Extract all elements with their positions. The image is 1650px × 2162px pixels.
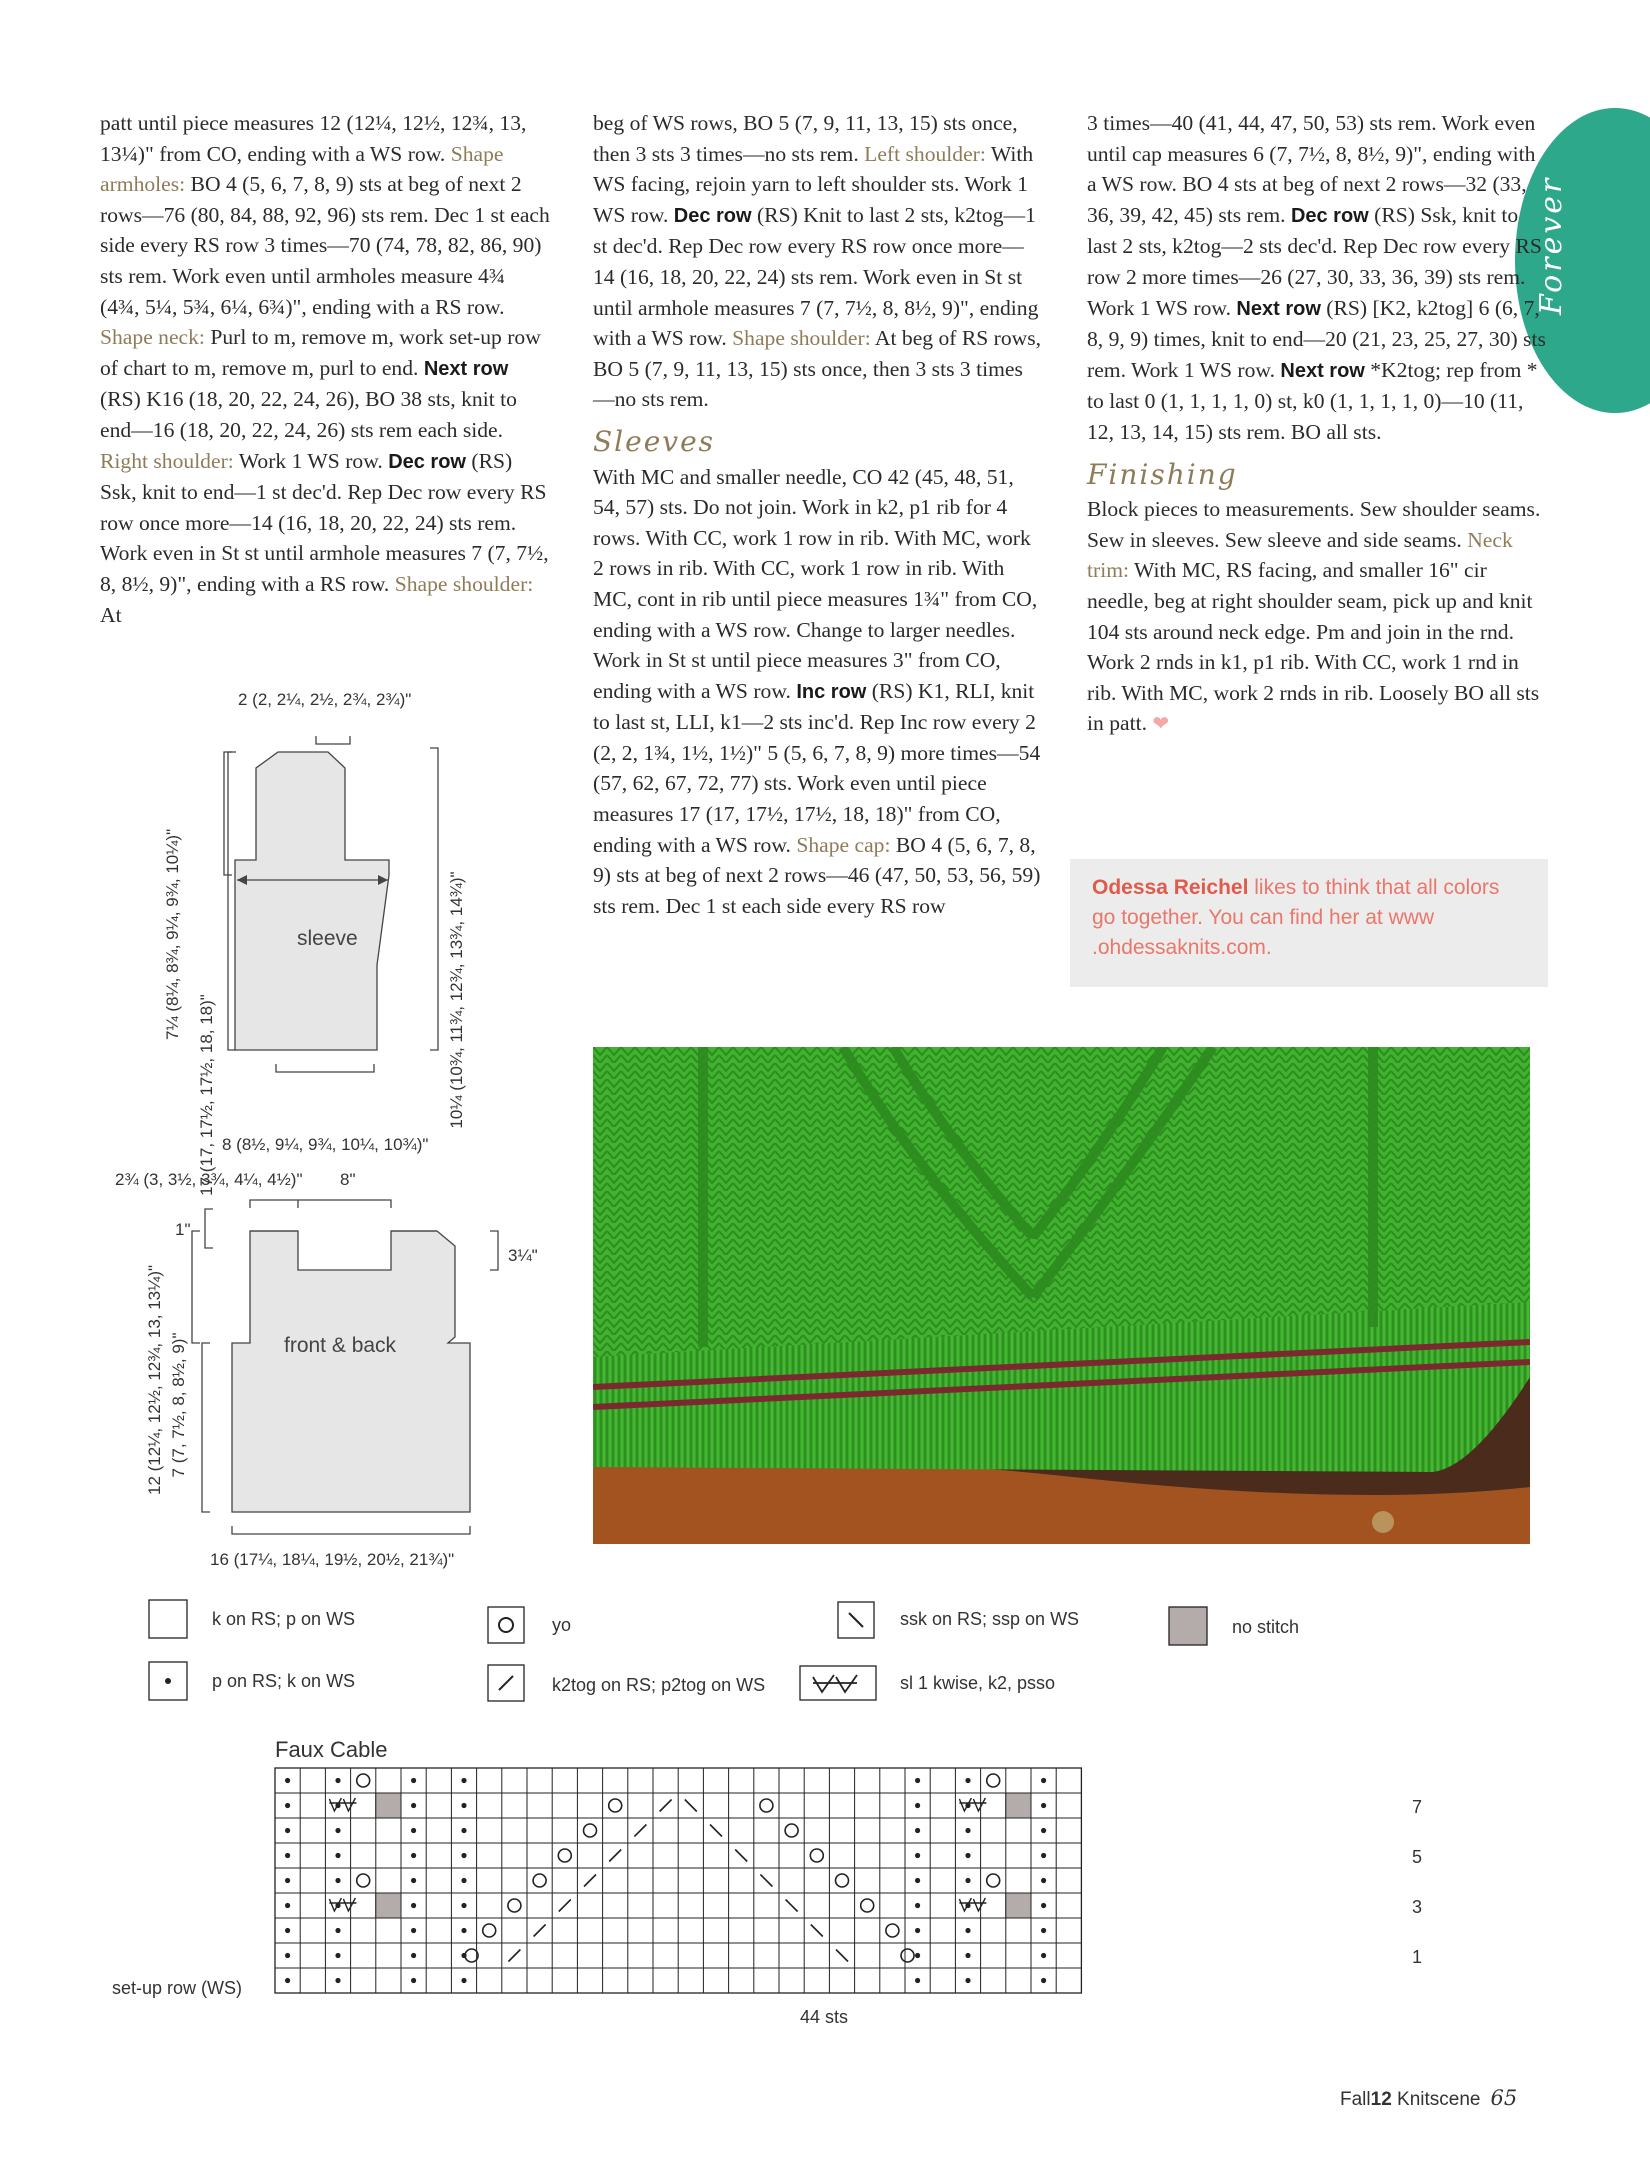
legend-purl-label: p on RS; k on WS xyxy=(212,1671,356,1691)
sleeve-cuff-bracket xyxy=(276,1064,374,1072)
row-number: 3 xyxy=(1412,1897,1423,1917)
front-back-shape xyxy=(232,1231,470,1512)
dim-body-shoulder: 2¾ (3, 3½, 3¾, 4¼, 4½)" xyxy=(115,1170,303,1189)
purl-dot-icon xyxy=(965,1778,970,1783)
paragraph: patt until piece measures 12 (12¼, 12½, 12¾, 13, 13¼)" from CO, ending with a WS row. Shape armholes: BO 4 (5, 6, 7, 8, 9) sts at beg of next 2 rows—76 (80, 84, 88, 92, 96) sts rem. Dec 1 st each side every RS row 3 times—70 (74, 78, 82, 86, 90) sts rem. Work even until armholes measure 4¾ (4¾, 5¼, 5¾, 6¼, 6¾)", ending with a RS row. Shape neck: Purl to m, remove m, work set-up row of chart to m, remove m, purl to end. Next row (RS) K16 (18, 20, 22, 24, 26), BO 38 sts, knit to end—16 (18, 20, 22, 24, 26) sts rem each side. Right shoulder: Work 1 WS row. Dec row (RS) Ssk, knit to end—1 st dec'd. Rep Dec row every RS row once more—14 (16, 18, 20, 22, 24) sts rem. Work even in St st until armhole measures 7 (7, 7½, 8, 8½, 9)", ending with a RS row. Shape shoulder: At xyxy=(100,111,550,627)
paragraph: 3 times—40 (41, 44, 47, 50, 53) sts rem. Work even until cap measures 6 (7, 7½, 8, 8½, 9)", ending with a WS row. BO 4 sts at beg of next 2 rows—32 (33, 36, 39, 42, 45) sts rem. Dec row (RS) Ssk, knit to last 2 sts, k2tog—2 sts dec'd. Rep Dec row every RS row 2 more times—26 (27, 30, 33, 36, 39) sts rem. Work 1 WS row. Next row (RS) [K2, k2tog] 6 (6, 7, 8, 9, 9) times, knit to end—20 (21, 23, 25, 27, 30) sts rem. Work 1 WS row. Next row *K2tog; rep from * to last 0 (1, 1, 1, 1, 0) st, k0 (1, 1, 1, 1, 0)—10 (11, 12, 13, 14, 15) sts rem. BO all sts. xyxy=(1087,111,1546,444)
row-label: Next row xyxy=(1280,359,1365,382)
purl-dot-icon xyxy=(335,1928,340,1933)
purl-dot-icon xyxy=(965,1953,970,1958)
dim-neck-depth: 1" xyxy=(175,1220,191,1239)
chart-title: Faux Cable xyxy=(275,1737,388,1762)
subheading: Shape neck: xyxy=(100,325,205,350)
text-column-2 xyxy=(593,108,1043,921)
legend-k2tog-label: k2tog on RS; p2tog on WS xyxy=(552,1675,766,1695)
designer-bio-box xyxy=(1070,859,1548,987)
purl-dot-icon xyxy=(285,1978,290,1983)
dim-body-neck: 8" xyxy=(340,1170,356,1189)
row-label: Dec row xyxy=(1290,204,1369,227)
legend-yo-label: yo xyxy=(552,1615,572,1635)
dim-body-length: 12 (12¼, 12½, 12¾, 13, 13¼)" xyxy=(145,1264,164,1496)
dim-sleeve-width: 10¼ (10¾, 11¾, 12¾, 13¾, 14¾)" xyxy=(447,871,466,1129)
paragraph: beg of WS rows, BO 5 (7, 9, 11, 13, 15) sts once, then 3 sts 3 times—no sts rem. Left shoulder: With WS facing, rejoin yarn to left shoulder sts. Work 1 WS row. Dec row (RS) Knit to last 2 sts, k2tog—1 st dec'd. Rep Dec row every RS row once more—14 (16, 18, 20, 22, 24) sts rem. Work even in St st until armhole measures 7 (7, 7½, 8, 8½, 9)", ending with a WS row. Shape shoulder: At beg of RS rows, BO 5 (7, 9, 11, 13, 15) sts once, then 3 sts 3 times—no sts rem. xyxy=(593,111,1042,412)
purl-dot-icon xyxy=(461,1878,466,1883)
purl-dot-icon xyxy=(411,1878,416,1883)
designer-name: Odessa Reichel xyxy=(1092,876,1249,899)
paragraph: With MC and smaller needle, CO 42 (45, 48, 51, 54, 57) sts. Do not join. Work in k2, p1 rib for 4 rows. With CC, work 1 row in rib. With MC, work 2 rows in rib. With CC, work 1 row in rib. With MC, cont in rib until piece measures 1¾" from CO, ending with a WS row. Change to larger needles. Work in St st until piece measures 3" from CO, ending with a WS row. Inc row (RS) K1, RLI, knit to last st, LLI, k1—2 sts inc'd. Rep Inc row every 2 (2, 2, 1¾, 1½, 1½)" 5 (5, 6, 7, 8, 9) more times—54 (57, 62, 67, 72, 77) sts. Work even until piece measures 17 (17, 17½, 17½, 18, 18)" from CO, ending with a WS row. Shape cap: BO 4 (5, 6, 7, 8, 9) sts at beg of next 2 rows—46 (47, 50, 53, 56, 59) sts rem. Dec 1 st each side every RS row xyxy=(593,464,1041,918)
purl-dot-icon xyxy=(1041,1953,1046,1958)
body-width-bracket xyxy=(232,1526,470,1534)
dim-sleeve-length: 17 (17, 17½, 17½, 18, 18)" xyxy=(197,994,216,1196)
footer-magazine: Knitscene xyxy=(1391,2089,1481,2110)
page-number: 65 xyxy=(1490,2086,1518,2110)
subheading: Shape shoulder: xyxy=(732,326,871,351)
no-stitch-cell xyxy=(1006,1793,1031,1818)
purl-dot-icon xyxy=(461,1928,466,1933)
footer-year: 12 xyxy=(1370,2089,1392,2110)
heart-icon: ❤ xyxy=(1152,711,1170,736)
purl-dot-icon xyxy=(1041,1903,1046,1908)
purl-dot-icon xyxy=(411,1928,416,1933)
designer-bio: Odessa Reichel likes to think that all colors go together. You can find her at www .ohdessaknits.com. xyxy=(1092,876,1500,959)
row-number: 1 xyxy=(1412,1947,1423,1967)
purl-dot-icon xyxy=(411,1853,416,1858)
sleeve-top-bracket xyxy=(316,736,350,744)
purl-dot-icon xyxy=(915,1778,920,1783)
purl-dot-icon xyxy=(335,1778,340,1783)
neck-drop-bracket xyxy=(490,1231,498,1270)
purl-dot-icon xyxy=(411,1803,416,1808)
purl-dot-icon xyxy=(335,1953,340,1958)
footer-issue: Fall xyxy=(1340,2089,1371,2110)
legend-nostitch-swatch xyxy=(1169,1607,1207,1645)
purl-dot-icon xyxy=(1041,1878,1046,1883)
sleeve-width-bracket xyxy=(430,748,438,1050)
purl-dot-icon xyxy=(285,1853,290,1858)
row-number: 5 xyxy=(1412,1847,1423,1867)
schematic-diagrams xyxy=(0,660,560,1580)
dim-sleeve-top: 2 (2, 2¼, 2½, 2¾, 2¾)" xyxy=(238,690,412,709)
purl-dot-icon xyxy=(915,1978,920,1983)
purl-dot-icon xyxy=(915,1953,920,1958)
setup-row-label: set-up row (WS) xyxy=(112,1978,243,1998)
shoulder-neck-bracket xyxy=(250,1200,391,1208)
purl-dot-icon xyxy=(461,1828,466,1833)
no-stitch-cell xyxy=(376,1893,401,1918)
purl-dot-icon xyxy=(165,1678,171,1684)
front-back-label: front & back xyxy=(284,1334,397,1357)
purl-dot-icon xyxy=(915,1853,920,1858)
legend-ssk-label: ssk on RS; ssp on WS xyxy=(900,1609,1080,1629)
purl-dot-icon xyxy=(461,1778,466,1783)
armhole-bracket xyxy=(192,1231,200,1343)
purl-dot-icon xyxy=(411,1778,416,1783)
dim-sleeve-cuff: 8 (8½, 9¼, 9¾, 10¼, 10¾)" xyxy=(222,1135,429,1154)
no-stitch-cell xyxy=(376,1793,401,1818)
purl-dot-icon xyxy=(285,1953,290,1958)
subheading: Right shoulder: xyxy=(100,448,234,473)
legend-sl1-label: sl 1 kwise, k2, psso xyxy=(900,1673,1056,1693)
purl-dot-icon xyxy=(915,1878,920,1883)
purl-dot-icon xyxy=(965,1978,970,1983)
faux-cable-grid xyxy=(275,1768,1081,1993)
bag-rivet xyxy=(1372,1511,1394,1533)
subheading: Shape shoulder: xyxy=(394,571,534,596)
sleeve-shape xyxy=(235,752,389,1050)
purl-dot-icon xyxy=(285,1778,290,1783)
legend-yo-swatch xyxy=(488,1607,524,1643)
purl-dot-icon xyxy=(965,1878,970,1883)
purl-dot-icon xyxy=(965,1828,970,1833)
text-column-3 xyxy=(1087,108,1547,739)
stitch-count-label: 44 sts xyxy=(800,2007,849,2027)
section-heading-finishing: Finishing xyxy=(1087,457,1238,491)
purl-dot-icon xyxy=(461,1803,466,1808)
body-length-bracket xyxy=(202,1343,210,1512)
purl-dot-icon xyxy=(915,1828,920,1833)
purl-dot-icon xyxy=(1041,1928,1046,1933)
purl-dot-icon xyxy=(1041,1803,1046,1808)
purl-dot-icon xyxy=(335,1853,340,1858)
row-number: 7 xyxy=(1412,1797,1423,1817)
legend-nostitch-label: no stitch xyxy=(1232,1617,1300,1637)
purl-dot-icon xyxy=(1041,1828,1046,1833)
purl-dot-icon xyxy=(965,1853,970,1858)
purl-dot-icon xyxy=(335,1978,340,1983)
purl-dot-icon xyxy=(411,1828,416,1833)
purl-dot-icon xyxy=(285,1828,290,1833)
legend-knit-label: k on RS; p on WS xyxy=(212,1609,356,1629)
purl-dot-icon xyxy=(1041,1978,1046,1983)
row-label: Next row xyxy=(1236,297,1321,320)
purl-dot-icon xyxy=(965,1928,970,1933)
subheading: Neck trim: xyxy=(1087,527,1513,583)
purl-dot-icon xyxy=(461,1903,466,1908)
dim-neck-drop: 3¼" xyxy=(508,1246,538,1265)
subheading: Shape cap: xyxy=(796,832,891,857)
purl-dot-icon xyxy=(285,1903,290,1908)
section-tab-label: Forever xyxy=(1534,175,1569,315)
purl-dot-icon xyxy=(285,1803,290,1808)
purl-dot-icon xyxy=(411,1903,416,1908)
sleeve-label: sleeve xyxy=(297,927,358,950)
purl-dot-icon xyxy=(461,1853,466,1858)
paragraph: Block pieces to measurements. Sew shoulder seams. Sew in sleeves. Sew sleeve and side seams. Neck trim: With MC, RS facing, and smaller 16" cir needle, beg at right shoulder seam, pick up and knit 104 sts around neck edge. Pm and join in the rnd. Work 2 rnds in k1, p1 rib. With CC, work 1 rnd in rib. With MC, work 2 rnds in rib. Loosely BO all sts in patt. ❤ xyxy=(1087,497,1541,736)
stitch-chart-area xyxy=(0,1580,1450,2040)
purl-dot-icon xyxy=(411,1953,416,1958)
purl-dot-icon xyxy=(335,1878,340,1883)
purl-dot-icon xyxy=(285,1928,290,1933)
page-footer xyxy=(1340,2086,1517,2111)
neck-depth-bracket xyxy=(205,1209,213,1248)
row-label: Dec row xyxy=(673,204,752,227)
dim-sleeve-cap-height: 7¼ (8¼, 8¾, 9¼, 9¾, 10¼)" xyxy=(163,828,182,1040)
subheading: Left shoulder: xyxy=(864,141,986,166)
purl-dot-icon xyxy=(285,1878,290,1883)
purl-dot-icon xyxy=(915,1803,920,1808)
dim-armhole: 7 (7, 7½, 8, 8½, 9)" xyxy=(169,1332,188,1478)
no-stitch-cell xyxy=(1006,1893,1031,1918)
purl-dot-icon xyxy=(335,1828,340,1833)
purl-dot-icon xyxy=(411,1978,416,1983)
purl-dot-icon xyxy=(1041,1778,1046,1783)
garment-photo xyxy=(593,1047,1530,1544)
purl-dot-icon xyxy=(1041,1853,1046,1858)
row-label: Inc row xyxy=(796,680,867,703)
purl-dot-icon xyxy=(461,1978,466,1983)
section-heading-sleeves: Sleeves xyxy=(593,424,716,458)
dim-body-width: 16 (17¼, 18¼, 19½, 20½, 21¾)" xyxy=(210,1550,455,1569)
row-label: Dec row xyxy=(388,450,466,473)
subheading: Shape armholes: xyxy=(100,141,504,197)
purl-dot-icon xyxy=(915,1928,920,1933)
purl-dot-icon xyxy=(915,1903,920,1908)
legend-knit-swatch xyxy=(149,1600,187,1638)
text-column-1 xyxy=(100,108,550,630)
row-label: Next row xyxy=(423,357,509,380)
